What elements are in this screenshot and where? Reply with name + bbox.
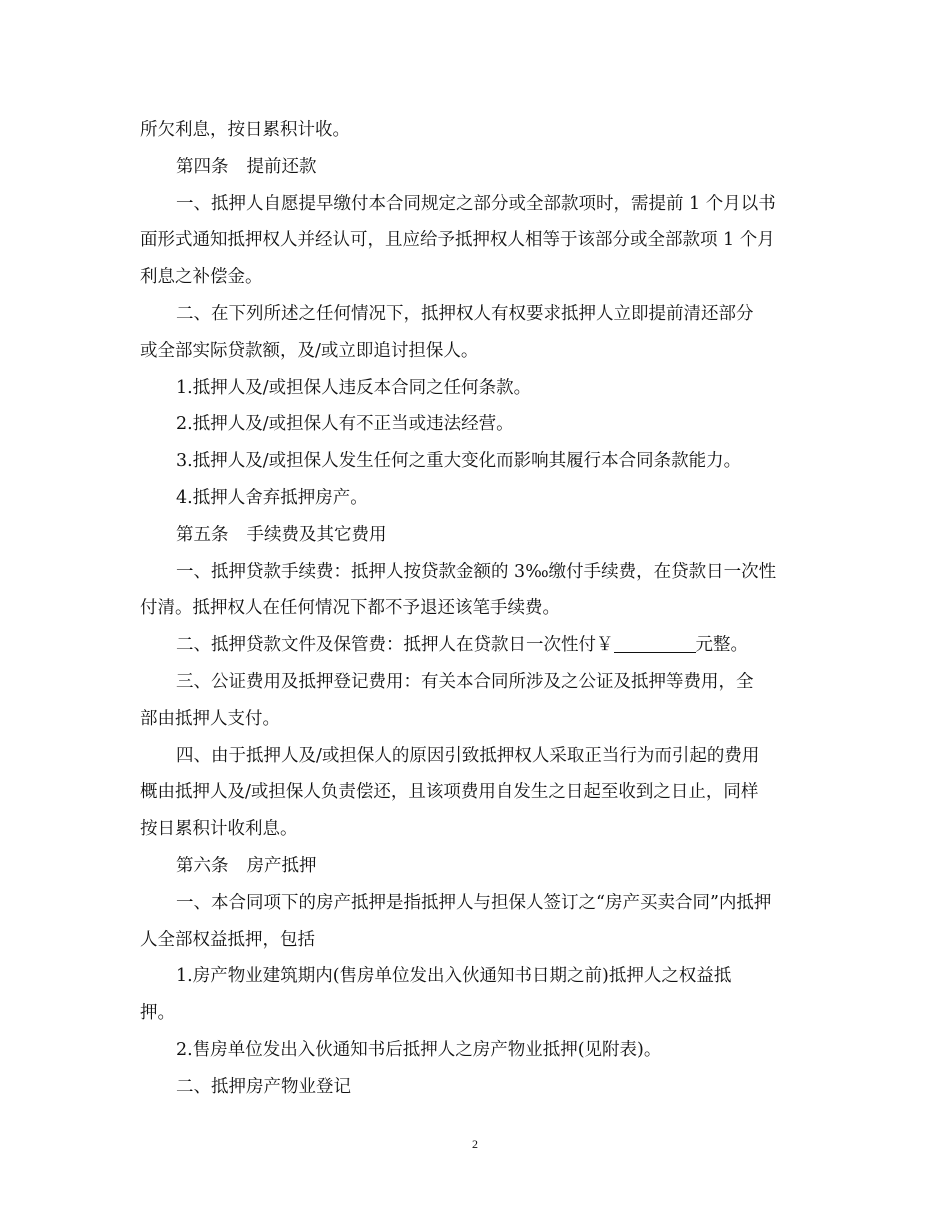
list-item: 1.房产物业建筑期内(售房单位发出入伙通知书日期之前)抵押人之权益抵 <box>176 966 732 987</box>
list-item: 4.抵押人舍弃抵押房产。 <box>176 487 368 508</box>
list-item: 3.抵押人及/或担保人发生任何之重大变化而影响其履行本合同条款能力。 <box>176 451 742 472</box>
document-body <box>140 112 810 1106</box>
paragraph-line: 三、公证费用及抵押登记费用：有关本合同所涉及之公证及抵押等费用，全 <box>176 671 754 692</box>
paragraph-line: 一、本合同项下的房产抵押是指抵押人与担保人签订之“房产买卖合同”内抵押 <box>176 892 772 913</box>
paragraph-line: 部由抵押人支付。 <box>140 708 280 729</box>
list-item: 2.售房单位发出入伙通知书后抵押人之房产物业抵押(见附表)。 <box>176 1039 662 1060</box>
page-number: 2 <box>472 1137 478 1151</box>
paragraph-line: 一、抵押人自愿提早缴付本合同规定之部分或全部款项时，需提前 1 个月以书 <box>176 193 776 214</box>
paragraph-line: 按日累积计收利息。 <box>140 819 298 840</box>
paragraph-line: 利息之补偿金。 <box>140 267 263 288</box>
list-item: 2.抵押人及/或担保人有不正当或违法经营。 <box>176 414 514 435</box>
paragraph-line: 一、抵押贷款手续费：抵押人按贷款金额的 3‰缴付手续费，在贷款日一次性 <box>176 561 777 582</box>
paragraph-line: 二、抵押房产物业登记 <box>176 1076 351 1097</box>
paragraph-line: 四、由于抵押人及/或担保人的原因引致抵押权人采取正当行为而引起的费用 <box>176 745 760 766</box>
paragraph-line: 面形式通知抵押权人并经认可，且应给予抵押权人相等于该部分或全部款项 1 个月 <box>140 230 775 251</box>
list-item: 1.抵押人及/或担保人违反本合同之任何条款。 <box>176 377 532 398</box>
paragraph-line: 人全部权益抵押，包括 <box>140 929 315 950</box>
paragraph-line: 概由抵押人及/或担保人负责偿还，且该项费用自发生之日起至收到之日止，同样 <box>140 782 759 803</box>
article-heading-4: 第四条 提前还款 <box>176 156 317 177</box>
article-heading-6: 第六条 房产抵押 <box>176 855 317 876</box>
article-heading-5: 第五条 手续费及其它费用 <box>176 524 387 545</box>
paragraph-line: 二、在下列所述之任何情况下，抵押权人有权要求抵押人立即提前清还部分 <box>176 303 754 324</box>
paragraph-line: 付清。抵押权人在任何情况下都不予退还该笔手续费。 <box>140 598 560 619</box>
paragraph-line: 所欠利息，按日累积计收。 <box>140 120 350 140</box>
fee-line: 二、抵押贷款文件及保管费：抵押人在贷款日一次性付￥ 元整。 <box>176 635 748 656</box>
paragraph-line: 或全部实际贷款额，及/或立即追讨担保人。 <box>140 340 479 361</box>
amount-blank <box>614 636 696 653</box>
paragraph-line: 押。 <box>140 1003 175 1024</box>
